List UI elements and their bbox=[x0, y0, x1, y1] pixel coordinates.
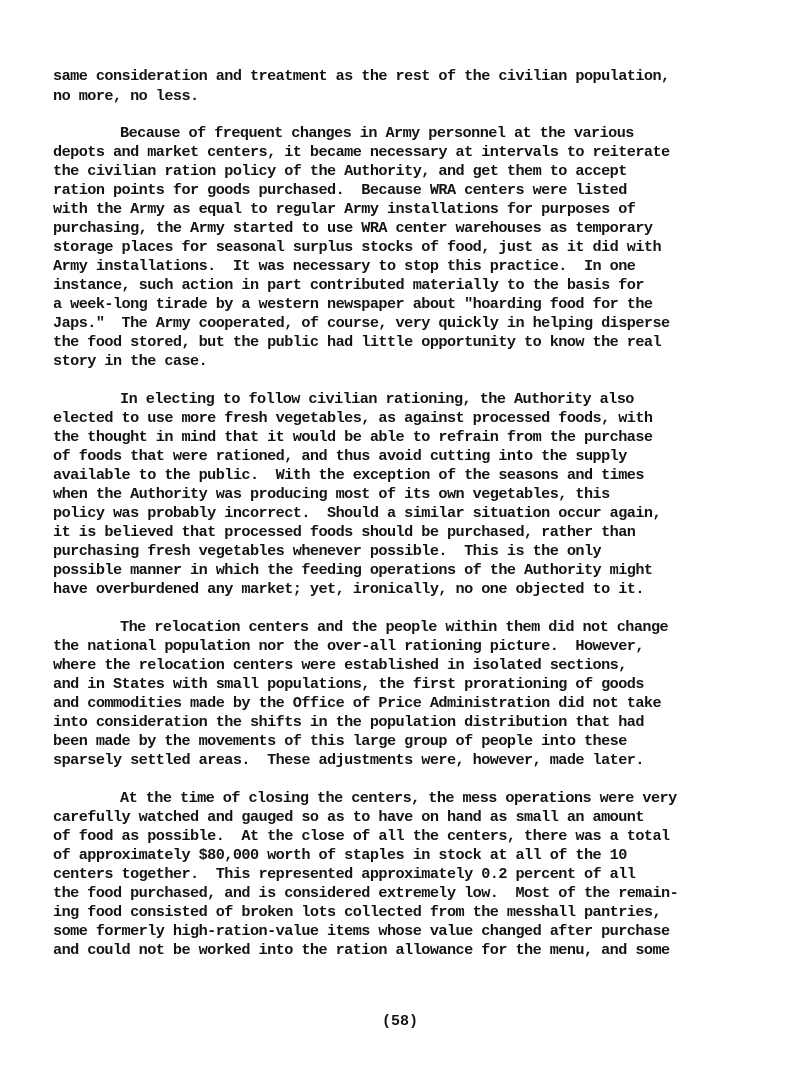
text-line: the food purchased, and is considered extremely low. Most of the remain- bbox=[53, 884, 679, 902]
text-line: At the time of closing the centers, the mess operations were very bbox=[120, 789, 677, 807]
text-line: and in States with small populations, the first prorationing of goods bbox=[53, 675, 644, 693]
text-line: In electing to follow civilian rationing, the Authority also bbox=[120, 390, 634, 408]
text-line: of approximately $80,000 worth of staples in stock at all of the 10 bbox=[53, 846, 627, 864]
text-line: elected to use more fresh vegetables, as against processed foods, with bbox=[53, 409, 653, 427]
text-line: storage places for seasonal surplus stocks of food, just as it did with bbox=[53, 238, 662, 256]
text-line: where the relocation centers were established in isolated sections, bbox=[53, 656, 627, 674]
text-line: it is believed that processed foods should be purchased, rather than bbox=[53, 523, 636, 541]
text-line: of foods that were rationed, and thus avoid cutting into the supply bbox=[53, 447, 627, 465]
text-line: the civilian ration policy of the Authority, and get them to accept bbox=[53, 162, 627, 180]
text-line: available to the public. With the exception of the seasons and times bbox=[53, 466, 644, 484]
text-line: some formerly high-ration-value items whose value changed after purchase bbox=[53, 922, 670, 940]
text-line: purchasing, the Army started to use WRA center warehouses as temporary bbox=[53, 219, 653, 237]
text-line: of food as possible. At the close of all the centers, there was a total bbox=[53, 827, 670, 845]
text-line: the national population nor the over-all rationing picture. However, bbox=[53, 637, 644, 655]
text-line: carefully watched and gauged so as to have on hand as small an amount bbox=[53, 808, 644, 826]
text-line: been made by the movements of this large group of people into these bbox=[53, 732, 627, 750]
text-line: into consideration the shifts in the population distribution that had bbox=[53, 713, 644, 731]
text-line: no more, no less. bbox=[53, 87, 199, 105]
text-line: ration points for goods purchased. Because WRA centers were listed bbox=[53, 181, 627, 199]
text-line: ing food consisted of broken lots collected from the messhall pantries, bbox=[53, 903, 662, 921]
text-line: when the Authority was producing most of its own vegetables, this bbox=[53, 485, 610, 503]
text-line: with the Army as equal to regular Army installations for purposes of bbox=[53, 200, 636, 218]
text-line: story in the case. bbox=[53, 352, 208, 370]
text-line: instance, such action in part contributed materially to the basis for bbox=[53, 276, 644, 294]
text-line: and could not be worked into the ration allowance for the menu, and some bbox=[53, 941, 670, 959]
text-line: and commodities made by the Office of Price Administration did not take bbox=[53, 694, 662, 712]
text-line: The relocation centers and the people within them did not change bbox=[120, 618, 669, 636]
text-line: the food stored, but the public had little opportunity to know the real bbox=[53, 333, 662, 351]
text-line: depots and market centers, it became necessary at intervals to reiterate bbox=[53, 143, 670, 161]
text-line: sparsely settled areas. These adjustments were, however, made later. bbox=[53, 751, 644, 769]
text-line: possible manner in which the feeding operations of the Authority might bbox=[53, 561, 653, 579]
text-line: same consideration and treatment as the rest of the civilian population, bbox=[53, 67, 670, 85]
page-number: (58) bbox=[381, 1013, 418, 1030]
text-line: Army installations. It was necessary to stop this practice. In one bbox=[53, 257, 636, 275]
text-line: have overburdened any market; yet, ironically, no one objected to it. bbox=[53, 580, 644, 598]
text-line: policy was probably incorrect. Should a similar situation occur again, bbox=[53, 504, 662, 522]
text-line: a week-long tirade by a western newspaper about "hoarding food for the bbox=[53, 295, 653, 313]
text-line: Japs." The Army cooperated, of course, very quickly in helping disperse bbox=[53, 314, 670, 332]
text-line: centers together. This represented approximately 0.2 percent of all bbox=[53, 865, 636, 883]
text-line: purchasing fresh vegetables whenever possible. This is the only bbox=[53, 542, 602, 560]
text-line: Because of frequent changes in Army personnel at the various bbox=[120, 124, 634, 142]
text-line: the thought in mind that it would be able to refrain from the purchase bbox=[53, 428, 653, 446]
